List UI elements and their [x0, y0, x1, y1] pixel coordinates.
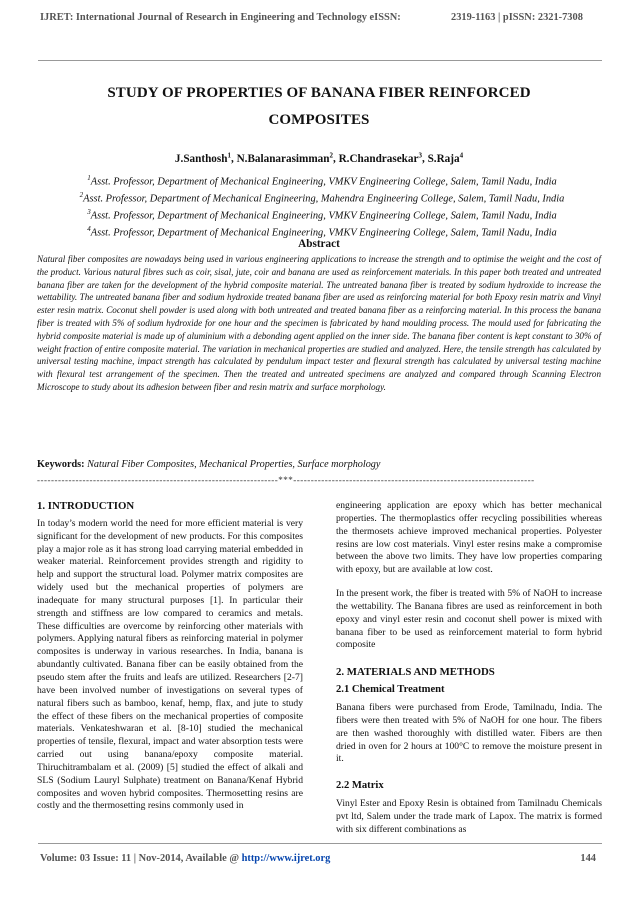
- author-list: J.Santhosh$^1$, N.Balanarasimman$^2$, R.Chandrasekar$^3$, S.Raja$^4$: [174, 151, 464, 165]
- page-number: 144: [580, 853, 596, 864]
- abstract-text: Natural fiber composites are nowadays being used in various engineering applications to increase the strength and to optimise the weight and the cost of the product. Various natural fibres such as coir, sisal, jute, coir and banana are used as reinforcement materials. In this paper both treated and untreated banana fiber are taken for the development of the hybrid composite material. The untreated banana fiber is treated by sodium hydroxide to increase the wettability. The untreated banana fiber and sodium hydroxide treated banana fiber are used as reinforcing material for both Epoxy resin matrix and Vinyl ester resin matrix. Coconut shell powder is used along with both untreated and treated banana fiber as a reinforcing material. In this process the banana fiber is treated with 5% of sodium hydroxide for one hour and the specimen is fabricated by hand moulding process. The mould used for fabricating the hybrid composite material is made up of aluminium with a debonding agent applied on the inner side. The banana fiber content is kept constant to 30% of weight fraction of entire composite material. The variation in mechanical properties are studied and analyzed. Here, the tensile strength has calculated by universal testing machine, impact strength has calculated by pendulum impact tester and flexural strength has calculated by universal testing machine with flexural test arrangement of the specimen. Then the treated and untreated specimens are analyzed and compared through Scanning Electron Microscope to study about its adhesion between fiber and resin matrix and surface morphology.: [37, 254, 601, 392]
- subsection-heading: 2.2 Matrix: [336, 780, 384, 792]
- title-line-1: STUDY OF PROPERTIES OF BANANA FIBER REINFORCED: [107, 85, 531, 101]
- title-line-2: COMPOSITES: [268, 112, 370, 128]
- volume-info: Volume: 03 Issue: 11 | Nov-2014, Available @: [40, 853, 239, 864]
- author: R.Chandrasekar$^3$: [338, 151, 422, 165]
- author: N.Balanarasimman$^2$: [236, 151, 333, 165]
- issn: 2319-1163 | pISSN: 2321-7308: [451, 12, 583, 23]
- abstract-heading: Abstract: [298, 238, 340, 250]
- affiliation: $^1$Asst. Professor, Department of Mechanical Engineering, VMKV Engineering College, Salem, Tamil Nadu, India: [87, 174, 557, 188]
- journal-link[interactable]: http://www.ijret.org: [241, 853, 331, 864]
- body-paragraph: engineering application are epoxy which has better mechanical properties. The thermoplastics offer recycling possibilities whereas the thermosets achieve improved mechanical properties. Polyester resins are low cost materials. Vinyl ester resins make a compromise between the above two limits. They have low properties comparing with epoxy, but are available at low cost.: [336, 500, 602, 576]
- intro-heading: 1. INTRODUCTION: [37, 500, 135, 512]
- journal-name: IJRET: International Journal of Research in Engineering and Technology eISSN:: [40, 12, 401, 23]
- subsection-heading: 2.1 Chemical Treatment: [336, 684, 445, 696]
- right-column: [336, 500, 602, 848]
- running-footer: [40, 853, 600, 864]
- running-header: [40, 12, 600, 23]
- left-column: [37, 500, 303, 824]
- author: S.Raja$^4$: [427, 151, 464, 165]
- affiliation: $^2$Asst. Professor, Department of Mechanical Engineering, Mahendra Engineering College, Salem, Tamil Nadu, India: [79, 191, 565, 205]
- keywords-label: Keywords:: [37, 459, 85, 470]
- section-separator: ---------------------------------------------------------------------***---------------------------------------------------------------------: [37, 475, 535, 485]
- paper-title: [40, 80, 598, 134]
- intro-paragraph: In today’s modern world the need for more efficient material is very significant for the development of new products. For this composites play a major role as it has strong load carrying material embedded in weaker material. Reinforcement provides strength and rigidity to help and support the structural load. Polymer matrix composites are widely used but the mechanical properties of polymers are inadequate for many structural purposes [1]. In particular their strength and stiffness are low compared to ceramics and metals. These difficulties are overcome by reinforcing other materials with polymers. Applying natural fibers as reinforcing material in polymer composites is underway in various researches. In India, banana is abundantly cultivated. Banana fiber can be easily obtained from the pseudo stem after the fruits and leafs are utilized. Researchers [2-7] have been involved number of investigations on several types of natural fibers such as bamboo, kenaf, hemp, flax, and jute to study the effect of these fibers on the mechanical properties of composite materials. Venkateshwaran et al. [8-10] studied the mechanical properties of tensile, flexural, impact and water absorption tests were carried out using banana/epoxy composite material. Thiruchitrambalam et al. (2009) [5] studied the effect of alkali and SLS (Sodium Lauryl Sulphate) treatment on Banana/Kenaf Hybrid composites and woven hybrid composites. Thermosetting resins are costly and the thermosetting resins commonly used in: [37, 517, 303, 812]
- affiliation: $^3$Asst. Professor, Department of Mechanical Engineering, VMKV Engineering College, Salem, Tamil Nadu, India: [87, 208, 557, 222]
- header-rule: [38, 60, 602, 61]
- methods-heading: 2. MATERIALS AND METHODS: [336, 666, 495, 679]
- body-paragraph: Vinyl Ester and Epoxy Resin is obtained from Tamilnadu Chemicals pvt ltd, Salem under the trade mark of Lapox. The matrix is formed with six different combinations as: [336, 798, 602, 835]
- body-paragraph: In the present work, the fiber is treated with 5% of NaOH to increase the wettability. The Banana fibres are used as reinforcement in both epoxy and vinyl ester resin and coconut shell power is mixed with banana fiber to be used as reinforcement material to form hybrid composite: [336, 588, 602, 651]
- keywords: [37, 459, 601, 470]
- footer-rule: [38, 843, 602, 844]
- affiliation: $^4$Asst. Professor, Department of Mechanical Engineering, VMKV Engineering College, Salem, Tamil Nadu, India: [87, 225, 557, 239]
- author: J.Santhosh$^1$: [174, 151, 231, 165]
- body-paragraph: Banana fibers were purchased from Erode, Tamilnadu, India. The fibers were then treated with 5% of NaOH for one hour. The fibers are then washed thoroughly with distilled water. Fibers are then dried in oven for 2 hours at 100°C to remove the moisture present in it.: [336, 701, 602, 765]
- keywords-text: Natural Fiber Composites, Mechanical Properties, Surface morphology: [87, 459, 381, 470]
